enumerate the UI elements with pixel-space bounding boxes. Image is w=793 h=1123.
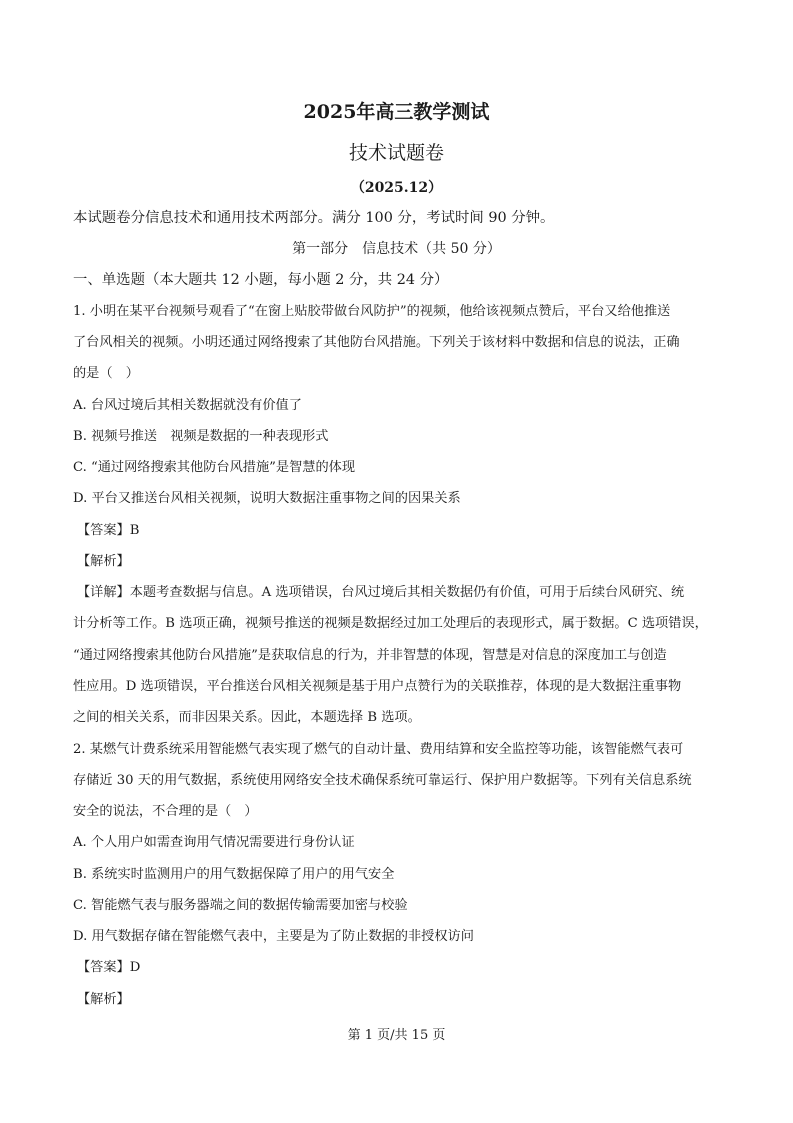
q1-detail-line: “通过网络搜索其他防台风措施”是获取信息的行为，并非智慧的体现，智慧是对信息的深度加工与创造 [73, 648, 667, 663]
q1-answer: 【答案】B [77, 523, 140, 538]
q2-option-a: A. 个人用户如需查询用气情况需要进行身份认证 [73, 835, 355, 850]
q1-option-c: C. “通过网络搜索其他防台风措施”是智慧的体现 [73, 460, 356, 475]
q1-detail-line: 之间的相关关系，而非因果关系。因此，本题选择 B 选项。 [73, 710, 421, 725]
part-title: 第一部分 信息技术（共 50 分） [292, 241, 501, 257]
exam-date: （2025.12） [350, 180, 443, 196]
q2-answer: 【答案】D [77, 960, 141, 975]
q1-detail-line: 计分析等工作。B 选项正确，视频号推送的视频是数据经过加工处理后的表现形式，属于数据。C 选项错误， [73, 616, 708, 631]
exam-intro: 本试题卷分信息技术和通用技术两部分。满分 100 分，考试时间 90 分钟。 [73, 210, 555, 226]
q1-option-b: B. 视频号推送 视频是数据的一种表现形式 [73, 429, 329, 444]
q2-stem-line: 安全的说法，不合理的是（ ） [73, 804, 258, 819]
exam-title: 2025年高三教学测试 [303, 101, 490, 123]
section-title: 一、单选题（本大题共 12 小题，每小题 2 分，共 24 分） [73, 272, 449, 288]
q1-detail-line: 【详解】本题考查数据与信息。A 选项错误，台风过境后其相关数据仍有价值，可用于后续台风研究、统 [77, 585, 685, 600]
q2-stem-line: 2. 某燃气计费系统采用智能燃气表实现了燃气的自动计量、费用结算和安全监控等功能，该智能燃气表可 [73, 742, 684, 757]
q2-option-d: D. 用气数据存储在智能燃气表中，主要是为了防止数据的非授权访问 [73, 929, 474, 944]
q1-stem-line: 的是（ ） [73, 366, 139, 381]
q1-stem-line: 了台风相关的视频。小明还通过网络搜索了其他防台风措施。下列关于该材料中数据和信息的说法，正确 [73, 335, 680, 350]
q2-stem-line: 存储近 30 天的用气数据，系统使用网络安全技术确保系统可靠运行、保护用户数据等。下列有关信息系统 [73, 773, 692, 788]
q1-analysis-label: 【解析】 [77, 554, 130, 569]
q2-analysis-label: 【解析】 [77, 992, 130, 1007]
q1-option-a: A. 台风过境后其相关数据就没有价值了 [73, 398, 302, 413]
q2-option-c: C. 智能燃气表与服务器端之间的数据传输需要加密与校验 [73, 898, 408, 913]
q1-option-d: D. 平台又推送台风相关视频，说明大数据注重事物之间的因果关系 [73, 491, 461, 506]
q1-stem-line: 1. 小明在某平台视频号观看了“在窗上贴胶带做台风防护”的视频，他给该视频点赞后，平台又给他推送 [73, 304, 671, 319]
exam-subtitle: 技术试题卷 [348, 142, 444, 164]
q1-detail-line: 性应用。D 选项错误，平台推送台风相关视频是基于用户点赞行为的关联推荐，体现的是大数据注重事物 [73, 679, 682, 694]
page-footer: 第 1 页/共 15 页 [347, 1028, 446, 1043]
q2-option-b: B. 系统实时监测用户的用气数据保障了用户的用气安全 [73, 867, 395, 882]
